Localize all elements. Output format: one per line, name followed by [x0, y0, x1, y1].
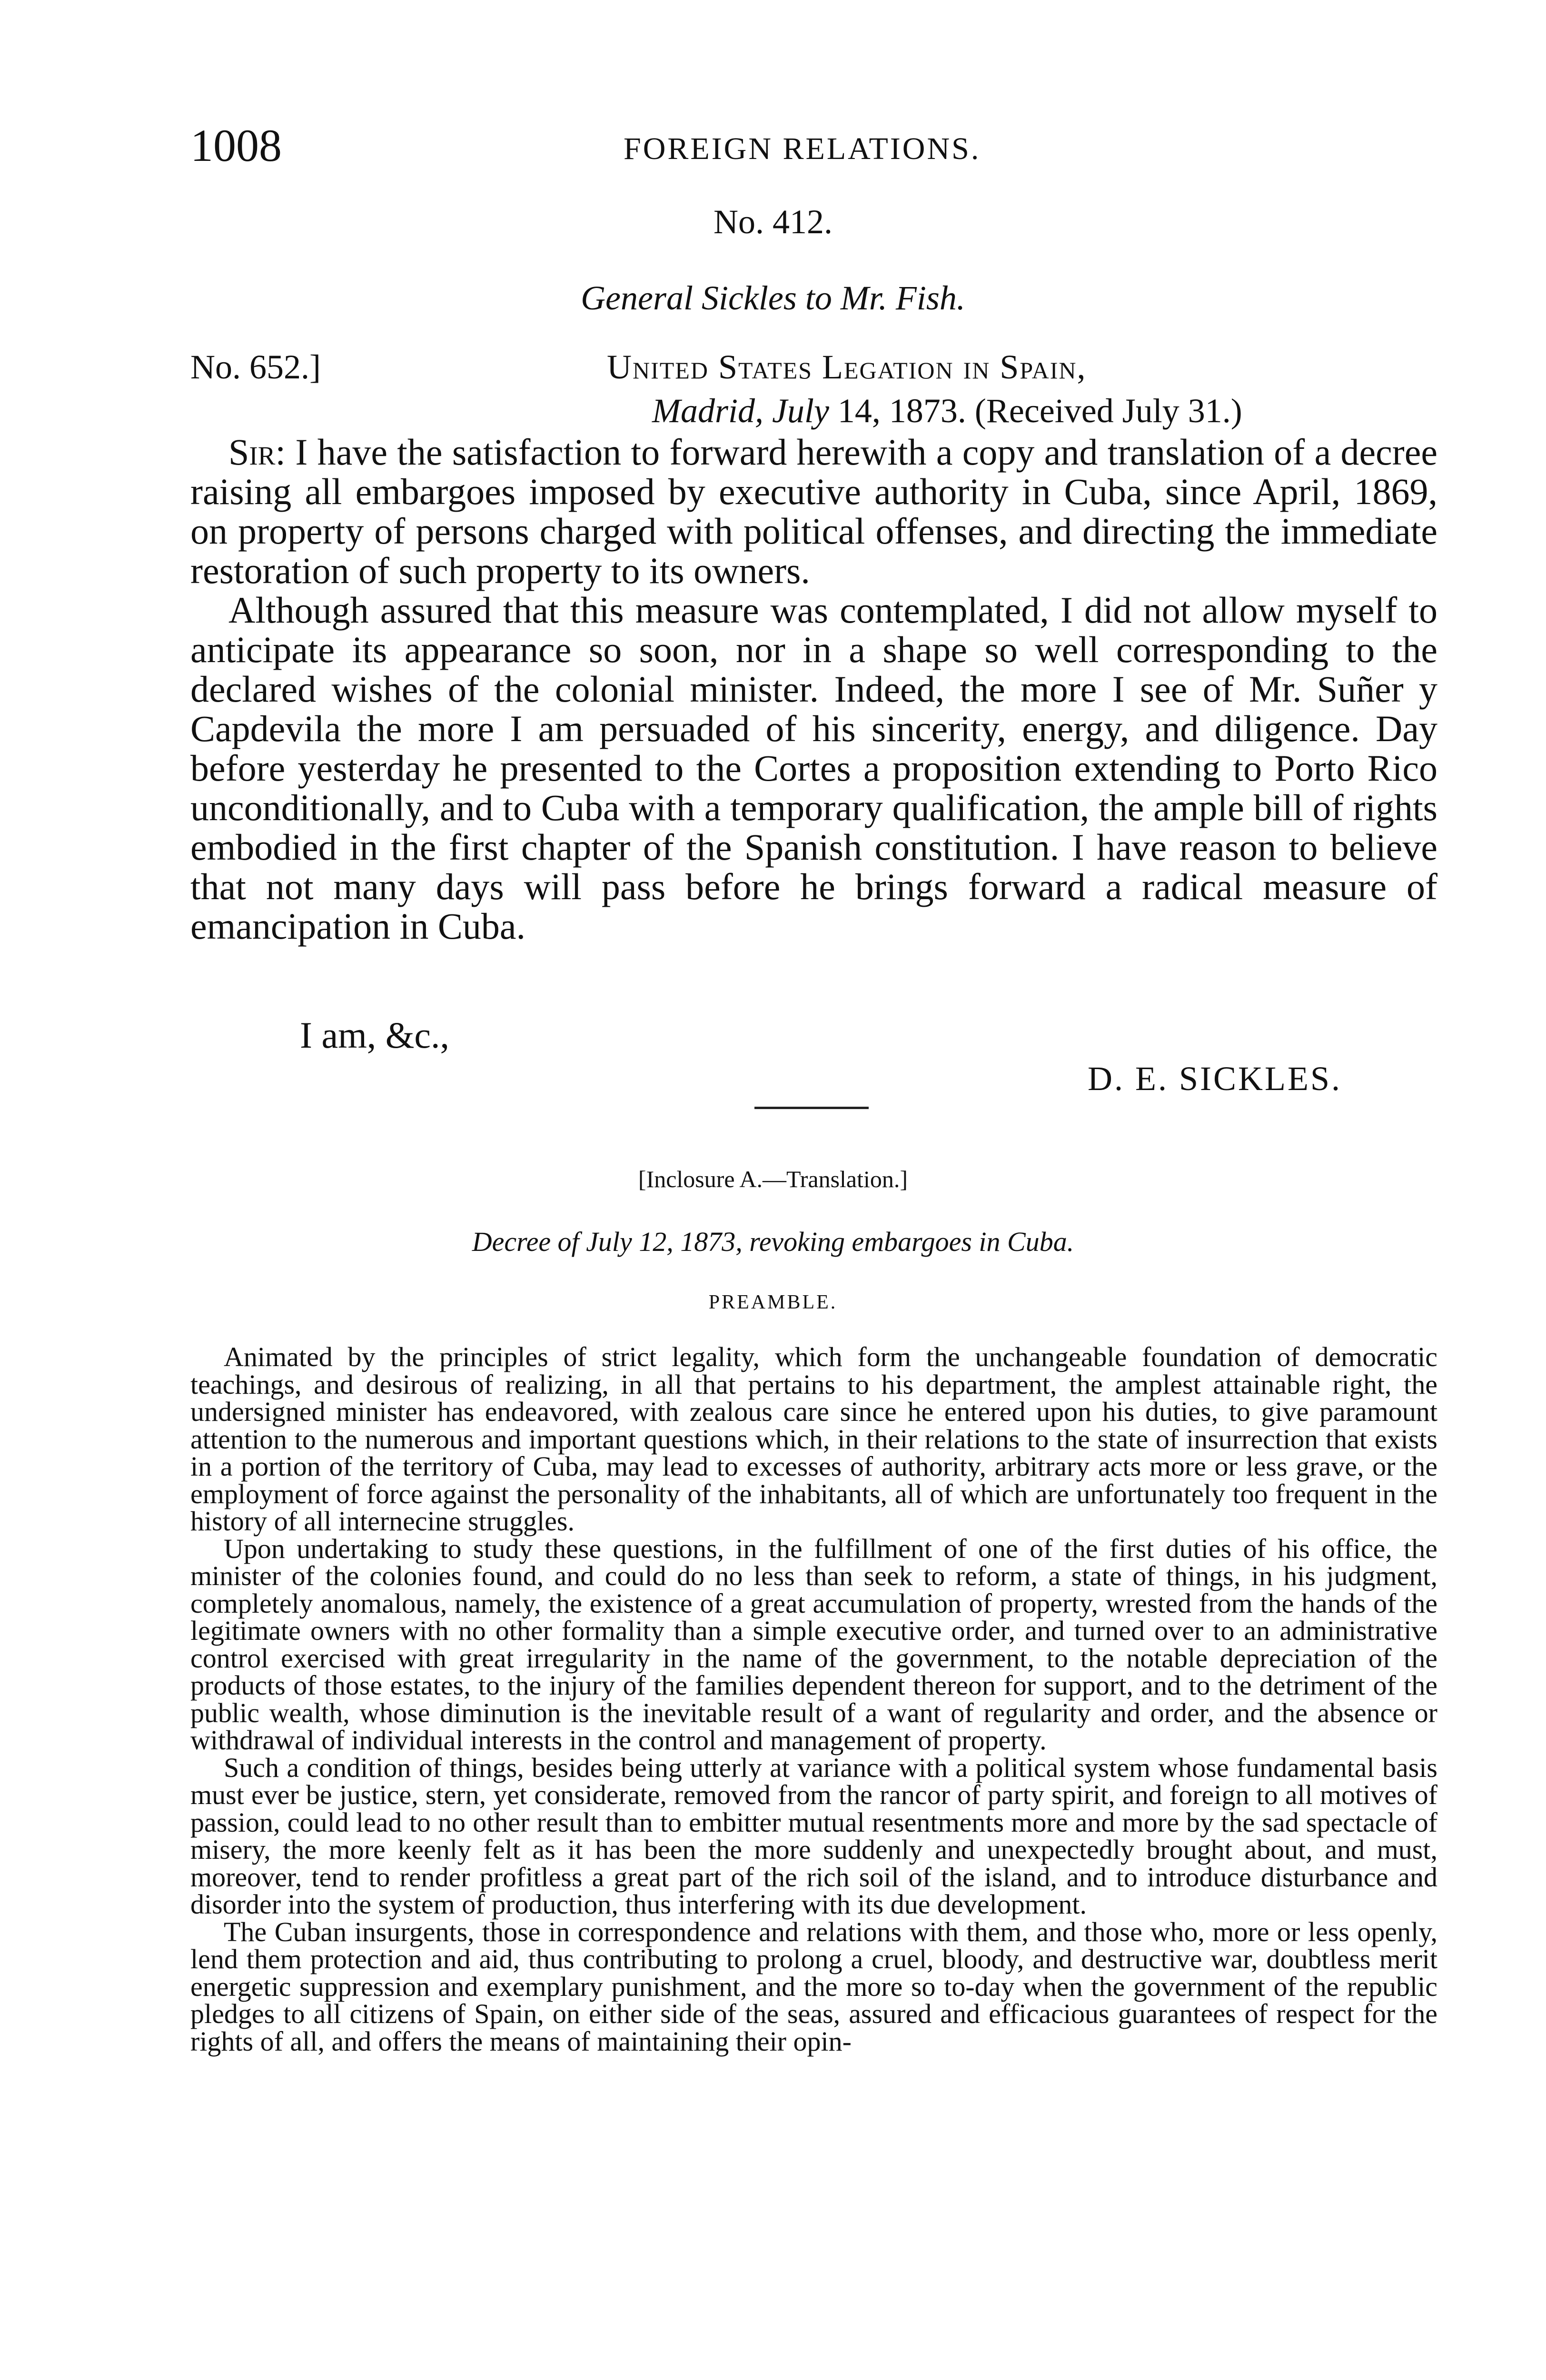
closing: I am, &c., — [300, 1014, 450, 1056]
running-title: FOREIGN RELATIONS. — [624, 131, 981, 166]
despatch-number: No. 652.] — [190, 348, 321, 386]
letter-paragraph: Although assured that this measure was contemplated, I did not allow myself to anticipate its appearance so soon, nor in a shape so well corresponding to the declared wishes of the colonial minister. Indeed, the more I see of Mr. Suñer y Capdevila the more I am persuaded of his sincerity, energy, and diligence. Day before yesterday he presented to the Cortes a proposition extending to Porto Rico unconditionally, and to Cuba with a temporary qualification, the ample bill of rights embodied in the first chapter of the Spanish constitution. I have reason to believe that not many days will pass before he brings forward a radical measure of emancipation in Cuba. — [190, 589, 1437, 947]
section-divider — [754, 1107, 869, 1109]
decree-title: Decree of July 12, 1873, revoking embargoes in Cuba. — [472, 1226, 1074, 1257]
letter-body — [190, 432, 1437, 946]
document-title: General Sickles to Mr. Fish. — [581, 279, 965, 317]
signature: D. E. SICKLES. — [1088, 1060, 1342, 1098]
preamble-heading: PREAMBLE. — [708, 1291, 838, 1313]
preamble-paragraph: Upon undertaking to study these questions, in the fulfillment of one of the first duties of his office, the minister of the colonies found, and could do no less than seek to reform, a state of things, in his judgment, completely anomalous, namely, the existence of a great accumulation of property, wrested from the hands of the legitimate owners with no other formality than a simple executive order, and turned over to an administrative control exercised with great irregularity in the name of the government, to the notable depreciation of the products of those estates, to the injury of the families dependent thereon for support, and to the detriment of the public wealth, whose diminution is the inevitable result of a want of regularity and order, and the absence or withdrawal of individual interests in the control and management of property. — [190, 1533, 1437, 1755]
salutation: Sir: — [228, 431, 286, 473]
dateline-received: 14, 1873. (Received July 31.) — [829, 392, 1242, 430]
preamble-paragraph: Animated by the principles of strict legality, which form the unchangeable foundation of democratic teachings, and desirous of realizing, in all that pertains to his department, the amplest attainable right, the undersigned minister has endeavored, with zealous care since he entered upon his duties, to give paramount attention to the numerous and important questions which, in their relations to the state of insurrection that exists in a portion of the territory of Cuba, may lead to excesses of authority, arbitrary acts more or less grave, or the employment of force against the personality of the inhabitants, all of which are unfortunately too frequent in the history of all internecine struggles. — [190, 1341, 1437, 1537]
page-number: 1008 — [190, 120, 282, 171]
preamble-body — [190, 1343, 1437, 2055]
document-number: No. 412. — [714, 203, 832, 241]
preamble-paragraph: Such a condition of things, besides being utterly at variance with a political system whose fundamental basis must ever be justice, stern, yet considerate, removed from the rancor of party spirit, and foreign to all motives of passion, could lead to no other result than to embitter mutual resentments more and more by the sad spectacle of misery, the more keenly felt as it has been the more suddenly and unexpectedly brought about, and must, moreover, tend to render profitless a great part of the rich soil of the island, and to introduce disturbance and disorder into the system of production, thus interfering with its due development. — [190, 1752, 1437, 1920]
legation-heading: United States Legation in Spain, — [607, 348, 1087, 386]
dateline-place-date: Madrid, July — [652, 392, 829, 430]
letter-paragraph — [190, 432, 1437, 590]
preamble-paragraph: The Cuban insurgents, those in correspondence and relations with them, and those who, more or less openly, lend them protection and aid, thus contributing to prolong a cruel, bloody, and destructive war, doubtless merit energetic suppression and exemplary punishment, and the more so to-day when the government of the republic pledges to all citizens of Spain, on either side of the seas, assured and efficacious guarantees of respect for the rights of all, and offers the means of maintaining their opin- — [190, 1916, 1437, 2057]
letter-paragraph-text: I have the satisfaction to forward herewith a copy and translation of a decree raising all embargoes imposed by executive authority in Cuba, since April, 1869, on property of persons charged with political offenses, and directing the immediate restoration of such property to its owners. — [190, 431, 1437, 591]
dateline — [652, 391, 1242, 431]
inclosure-label: [Inclosure A.—Translation.] — [638, 1166, 908, 1192]
